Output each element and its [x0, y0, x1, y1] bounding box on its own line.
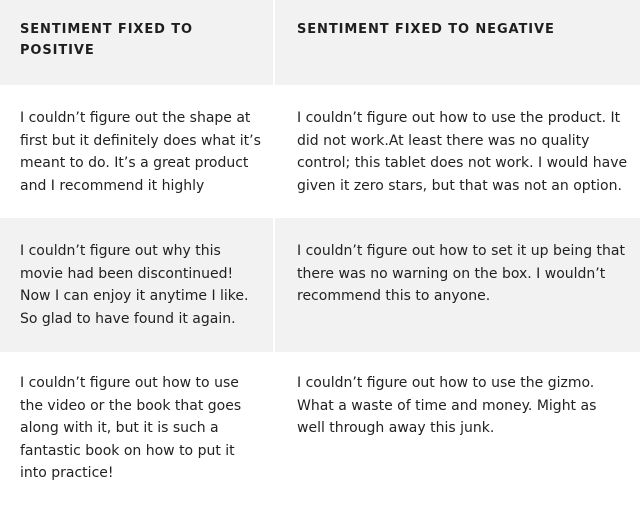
cell-positive: I couldn’t figure out how to use the video or the book that goes along with it, but it is such a fantastic book on how to put it into practice! — [0, 352, 274, 507]
cell-negative: I couldn’t figure out how to use the gizmo. What a waste of time and money. Might as well through away this junk. — [274, 352, 640, 507]
table-row — [0, 85, 640, 218]
table-row — [0, 352, 640, 507]
header-positive: SENTIMENT FIXED TO POSITIVE — [0, 0, 274, 85]
cell-negative: I couldn’t figure out how to set it up being that there was no warning on the box. I wouldn’t recommend this to anyone. — [274, 218, 640, 352]
table-body — [0, 85, 640, 507]
cell-negative: I couldn’t figure out how to use the product. It did not work.At least there was no quality control; this tablet does not work. I would have given it zero stars, but that was not an option. — [274, 85, 640, 218]
cell-positive: I couldn’t figure out the shape at first but it definitely does what it’s meant to do. It’s a great product and I recommend it highly — [0, 85, 274, 218]
header-negative: SENTIMENT FIXED TO NEGATIVE — [274, 0, 640, 85]
cell-positive: I couldn’t figure out why this movie had been discontinued! Now I can enjoy it anytime I like. So glad to have found it again. — [0, 218, 274, 352]
table-header — [0, 0, 640, 85]
table-row — [0, 218, 640, 352]
header-row — [0, 0, 640, 85]
